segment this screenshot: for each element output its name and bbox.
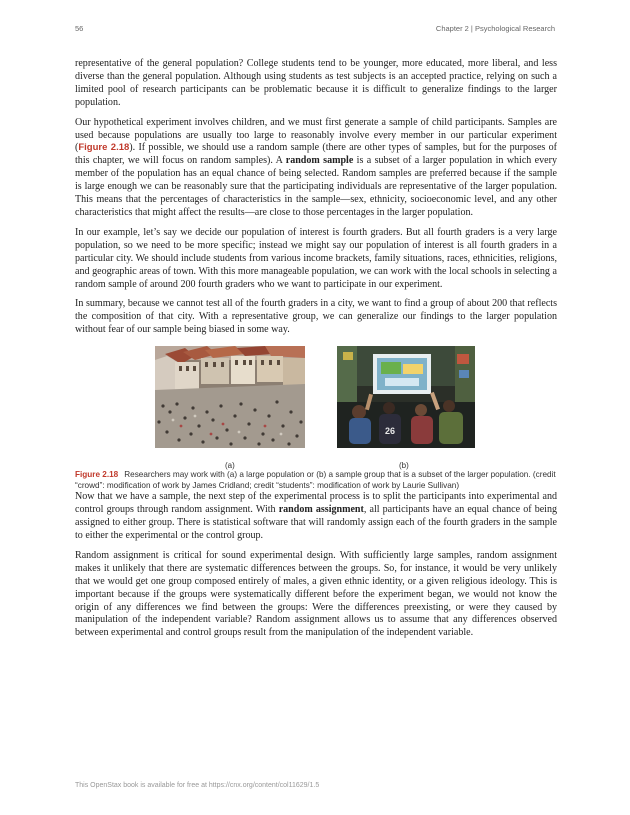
key-term-random-assignment: random assignment xyxy=(278,504,364,516)
paragraph-4: In summary, because we cannot test all of the fourth graders in a city, we want to find a group of about 200 that reflects the composition of that city. With a representative group, we can generalize our findings to the larger population without fear of our sample being biased in some way. xyxy=(75,298,557,336)
paragraph-2-text-c: is a subset of a larger population in which every member of the population has an equal chance of being selected. Random samples are preferred because if the sample is large enough we can be reasonably sure that the participating individuals are representative of the larger population. This means that the percentages of characteristics in the sample—sex, ethnicity, socioeconomic level, and any other characteristics that might affect the results—are close to those percentages in the larger population. xyxy=(75,155,557,218)
page-footer: This OpenStax book is available for free at https://cnx.org/content/col11629/1.5 xyxy=(75,782,320,789)
figure-label-b: (b) xyxy=(399,461,409,471)
figure-images xyxy=(75,346,557,471)
svg-text:26: 26 xyxy=(385,426,396,437)
figure-caption xyxy=(75,470,557,491)
figure-caption-label: Figure 2.18 xyxy=(75,470,119,480)
figure-link[interactable]: Figure 2.18 xyxy=(78,142,130,154)
paragraph-6: Random assignment is critical for sound experimental design. With sufficiently large samples, random assignment makes it unlikely that there are systematic differences between the groups. So, for instance, it would be very unlikely that we would get one group composed entirely of males, a given ethnic identity, or a given religious ideology. This is important because if the groups were systematically different before the experiment began, we would not know the origin of any differences we find between the groups: Were the differences preexisting, or were they caused by manipulation of the independent variable? Random assignment allows us to assume that any differences observed between experimental and control groups result from the manipulation of the independent variable. xyxy=(75,549,557,639)
students-photo xyxy=(337,346,475,448)
paragraph-2 xyxy=(75,117,557,220)
figure-label-a: (a) xyxy=(225,461,235,471)
page-number: 56 xyxy=(75,24,84,33)
paragraph-5 xyxy=(75,491,557,543)
paragraph-2-text-a: Our hypothetical experiment involves children, and we must first generate a sample of child participants. Samples are used because populations are usually too large to reasonably involve every member in our particular experiment ( xyxy=(75,116,557,154)
paragraph-5-text-a: Now that we have a sample, the next step of the experimental process is to split the participants into experimental and control groups through random assignment. With xyxy=(75,491,557,516)
running-header: Chapter 2 | Psychological Research xyxy=(435,24,555,33)
paragraph-2-text-b: ). If possible, we should use a random sample (there are other types of samples, but for the purposes of this chapter, we will focus on random samples). A xyxy=(75,142,557,167)
figure-caption-text: Researchers may work with (a) a large population or (b) a sample group that is a subset of the larger population. (credit “crowd”: modification of work by James Cridland; credit “students”: modification of work by Laurie Sullivan) xyxy=(75,470,556,490)
page-body xyxy=(75,58,557,647)
paragraph-3: In our example, let’s say we decide our population of interest is fourth graders. But all fourth graders is a very large population, so we need to be more specific; instead we might say our population of interest is all fourth graders in a particular city. We should include students from various income brackets, family situations, races, ethnicities, religions, and geographic areas of town. With this more manageable population, we can work with the local schools in selecting a random sample of around 200 fourth graders who we want to participate in our experiment. xyxy=(75,226,557,290)
crowd-photo xyxy=(155,346,305,448)
paragraph-5-text-b: , all participants have an equal chance of being assigned to either group. There is statistical software that will randomly assign each of the fourth graders in the sample to either the experimental or the control group. xyxy=(75,504,558,542)
key-term-random-sample: random sample xyxy=(285,155,354,167)
paragraph-1: representative of the general population? College students tend to be younger, more educated, more liberal, and less diverse than the general population. Although using students as test subjects is an accepted practice, relying on such a limited pool of research participants can be problematic because it is difficult to generalize findings to the larger population. xyxy=(75,58,557,108)
